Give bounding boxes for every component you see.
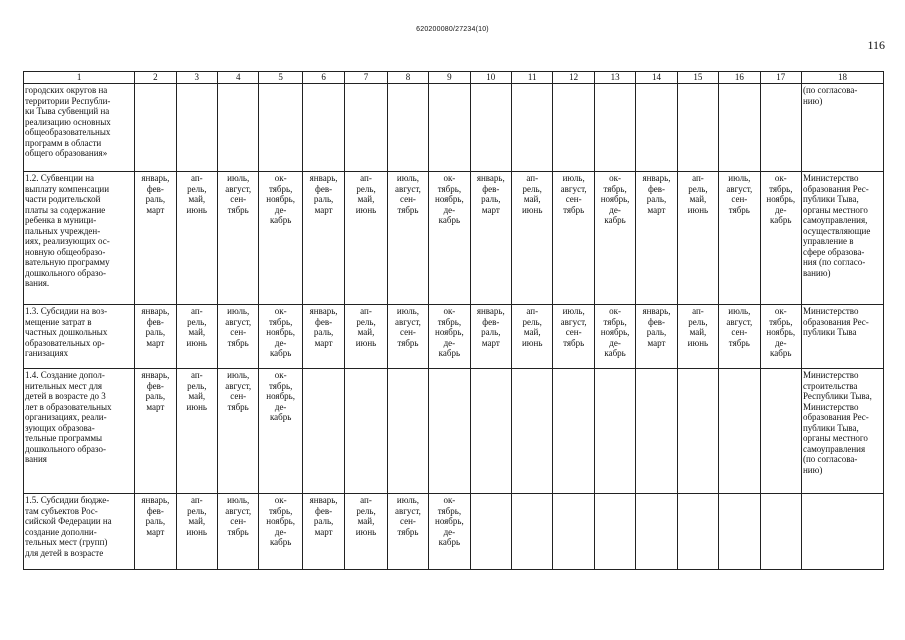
period-cell: июль, август, сен- тябрь: [553, 172, 594, 305]
period-cell: [429, 84, 470, 172]
responsible-cell: [801, 369, 883, 494]
responsible-cell: [801, 172, 883, 305]
period-cell: [218, 84, 259, 172]
table-row: [24, 84, 884, 172]
period-cell: [553, 369, 594, 494]
column-number: 13: [594, 72, 635, 84]
table-row: [24, 172, 884, 305]
event-name: 1.2. Субвенции на выплату компенсации части родительской платы за содержание ребенка в муници- пальных учрежден- иях, реализующих ос- новную общеобразо- вательную программу дошкольного образо- вания.: [25, 173, 110, 288]
period-cell: [594, 84, 635, 172]
period-cell: [470, 494, 511, 570]
document-id: 620200080/27234(10): [416, 26, 489, 33]
column-number: 8: [387, 72, 428, 84]
period-cell: январь, фев- раль, март: [636, 305, 677, 369]
period-cell: [760, 494, 801, 570]
period-cell: [636, 494, 677, 570]
period-cell: [553, 494, 594, 570]
period-cell: [512, 494, 553, 570]
schedule-table: [23, 71, 884, 570]
responsible-executor: (по согласова- нию): [802, 85, 858, 106]
period-cell: ап- рель, май, июнь: [176, 494, 217, 570]
period-cell: ок- тябрь, ноябрь, де- кабрь: [594, 305, 635, 369]
period-cell: ок- тябрь, ноябрь, де- кабрь: [594, 172, 635, 305]
period-cell: январь, фев- раль, март: [302, 305, 344, 369]
period-cell: [345, 84, 387, 172]
column-number: 2: [135, 72, 176, 84]
responsible-cell: [801, 305, 883, 369]
column-number: 9: [429, 72, 470, 84]
period-cell: ап- рель, май, июнь: [512, 305, 553, 369]
period-cell: [677, 494, 718, 570]
period-cell: июль, август, сен- тябрь: [218, 172, 259, 305]
period-cell: [512, 369, 553, 494]
column-number: 11: [512, 72, 553, 84]
event-name-cell: [24, 494, 135, 570]
period-cell: [677, 369, 718, 494]
period-cell: ап- рель, май, июнь: [345, 494, 387, 570]
event-name-cell: [24, 84, 135, 172]
period-cell: июль, август, сен- тябрь: [553, 305, 594, 369]
period-cell: [719, 369, 760, 494]
column-number: 16: [719, 72, 760, 84]
period-cell: июль, август, сен- тябрь: [387, 494, 428, 570]
event-name: 1.5. Субсидии бюдже- там субъектов Рос- сийской Федерации на создание дополни- тельных мест (групп) для детей в возрасте: [25, 495, 112, 558]
period-cell: ап- рель, май, июнь: [176, 369, 217, 494]
event-name: городских округов на территории Республи- ки Тыва субвенций на реализацию основных общеобразовательных программ в области общего образования»: [25, 85, 111, 158]
period-cell: ок- тябрь, ноябрь, де- кабрь: [259, 369, 302, 494]
period-cell: ап- рель, май, июнь: [345, 305, 387, 369]
period-cell: [677, 84, 718, 172]
event-name-cell: [24, 369, 135, 494]
period-cell: июль, август, сен- тябрь: [218, 305, 259, 369]
responsible-executor: Министерство образования Рес- публики Тыва, органы местного самоуправления, осуществляющие управление в сфере образова- ния (по согласо- ванию): [802, 173, 871, 278]
column-number: 14: [636, 72, 677, 84]
event-name-cell: [24, 172, 135, 305]
period-cell: январь, фев- раль, март: [135, 172, 176, 305]
period-cell: [259, 84, 302, 172]
period-cell: [512, 84, 553, 172]
column-number: 15: [677, 72, 718, 84]
page-number: 116: [867, 38, 885, 52]
period-cell: январь, фев- раль, март: [470, 172, 511, 305]
column-number: 17: [760, 72, 801, 84]
column-number: 12: [553, 72, 594, 84]
event-name-cell: [24, 305, 135, 369]
period-cell: ок- тябрь, ноябрь, де- кабрь: [259, 172, 302, 305]
column-number-row: [24, 72, 884, 84]
period-cell: [594, 494, 635, 570]
period-cell: январь, фев- раль, март: [470, 305, 511, 369]
period-cell: [719, 84, 760, 172]
responsible-cell: [801, 494, 883, 570]
responsible-executor: Министерство строительства Республики Тыва, Министерство образования Рес- публики Тыва, органы местного самоуправления (по согласова- нию): [802, 370, 872, 475]
period-cell: ок- тябрь, ноябрь, де- кабрь: [259, 305, 302, 369]
table-row: [24, 369, 884, 494]
period-cell: январь, фев- раль, март: [135, 305, 176, 369]
responsible-executor: Министерство образования Рес- публики Тыва: [802, 306, 869, 337]
period-cell: июль, август, сен- тябрь: [218, 494, 259, 570]
period-cell: [760, 369, 801, 494]
period-cell: ап- рель, май, июнь: [677, 172, 718, 305]
period-cell: [470, 84, 511, 172]
period-cell: [302, 369, 344, 494]
period-cell: [760, 84, 801, 172]
column-number: 3: [176, 72, 217, 84]
period-cell: [345, 369, 387, 494]
period-cell: январь, фев- раль, март: [302, 494, 344, 570]
period-cell: [553, 84, 594, 172]
period-cell: июль, август, сен- тябрь: [387, 305, 428, 369]
event-name: 1.3. Субсидии на воз- мещение затрат в частных дошкольных образовательных ор- ганизациях: [25, 306, 108, 358]
period-cell: январь, фев- раль, март: [636, 172, 677, 305]
period-cell: январь, фев- раль, март: [135, 494, 176, 570]
column-number: 7: [345, 72, 387, 84]
period-cell: [636, 84, 677, 172]
period-cell: ок- тябрь, ноябрь, де- кабрь: [429, 494, 470, 570]
column-number: 5: [259, 72, 302, 84]
period-cell: ок- тябрь, ноябрь, де- кабрь: [760, 305, 801, 369]
period-cell: январь, фев- раль, март: [135, 369, 176, 494]
period-cell: ок- тябрь, ноябрь, де- кабрь: [429, 305, 470, 369]
table-row: [24, 305, 884, 369]
event-name: 1.4. Создание допол- нительных мест для детей в возрасте до 3 лет в образовательных организациях, реали- зующих образова- тельные программы дошкольного образо- вания: [25, 370, 112, 464]
period-cell: июль, август, сен- тябрь: [218, 369, 259, 494]
period-cell: [302, 84, 344, 172]
period-cell: ап- рель, май, июнь: [176, 305, 217, 369]
column-number: 6: [302, 72, 344, 84]
table-row: [24, 494, 884, 570]
column-number: 1: [24, 72, 135, 84]
period-cell: январь, фев- раль, март: [302, 172, 344, 305]
period-cell: ок- тябрь, ноябрь, де- кабрь: [259, 494, 302, 570]
period-cell: [719, 494, 760, 570]
period-cell: ап- рель, май, июнь: [176, 172, 217, 305]
column-number: 4: [218, 72, 259, 84]
column-number: 10: [470, 72, 511, 84]
responsible-cell: [801, 84, 883, 172]
period-cell: ап- рель, май, июнь: [677, 305, 718, 369]
period-cell: июль, август, сен- тябрь: [719, 172, 760, 305]
period-cell: [387, 369, 428, 494]
period-cell: [387, 84, 428, 172]
period-cell: ок- тябрь, ноябрь, де- кабрь: [429, 172, 470, 305]
period-cell: ап- рель, май, июнь: [345, 172, 387, 305]
column-number: 18: [801, 72, 883, 84]
period-cell: июль, август, сен- тябрь: [387, 172, 428, 305]
period-cell: [470, 369, 511, 494]
period-cell: [636, 369, 677, 494]
period-cell: ок- тябрь, ноябрь, де- кабрь: [760, 172, 801, 305]
period-cell: [135, 84, 176, 172]
period-cell: июль, август, сен- тябрь: [719, 305, 760, 369]
period-cell: [429, 369, 470, 494]
period-cell: [176, 84, 217, 172]
period-cell: ап- рель, май, июнь: [512, 172, 553, 305]
period-cell: [594, 369, 635, 494]
